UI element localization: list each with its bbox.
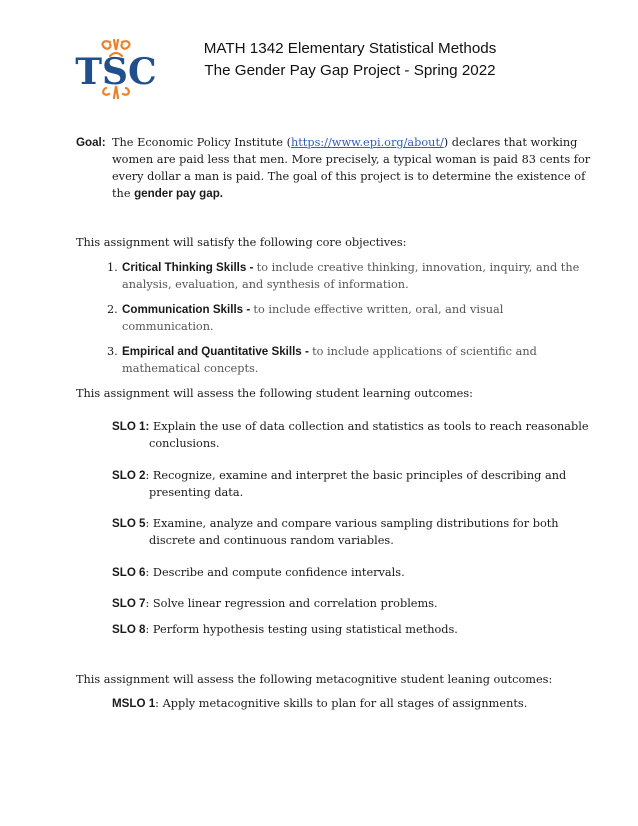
core-item-line-1: Empirical and Quantitative Skills - to include applications of scientific and <box>122 345 537 358</box>
project-title: The Gender Pay Gap Project - Spring 2022 <box>204 62 496 79</box>
gender-pay-gap-term: gender pay gap. <box>134 187 223 200</box>
core-objectives-intro: This assignment will satisfy the following core objectives: <box>76 236 407 249</box>
core-item-line-1: Communication Skills - to include effective written, oral, and visual <box>122 303 504 316</box>
mslo-item: MSLO 1: Apply metacognitive skills to plan for all stages of assignments. <box>112 697 528 710</box>
tsc-logo <box>70 36 162 100</box>
slo-item-line-2: presenting data. <box>149 486 244 499</box>
epi-link[interactable]: https://www.epi.org/about/ <box>290 136 444 149</box>
slo-item-line-1: SLO 7: Solve linear regression and correlation problems. <box>112 597 438 610</box>
slo-item-line-1: SLO 6: Describe and compute confidence intervals. <box>112 566 405 579</box>
slo-item-line-2: discrete and continuous random variables. <box>149 534 394 547</box>
slo-item-line-1: SLO 8: Perform hypothesis testing using statistical methods. <box>112 623 458 636</box>
core-item-line-2: communication. <box>122 320 214 333</box>
goal-line-3: every dollar a man is paid. The goal of this project is to determine the existence of <box>112 170 586 183</box>
mslo-intro: This assignment will assess the following metacognitive student leaning outcomes: <box>76 673 553 686</box>
slo-item-line-1: SLO 2: Recognize, examine and interpret the basic principles of describing and <box>112 469 567 482</box>
core-item-line-2: analysis, evaluation, and synthesis of information. <box>122 278 409 291</box>
goal-label: Goal: <box>76 136 106 149</box>
core-item-line-2: mathematical concepts. <box>122 362 259 375</box>
course-title: MATH 1342 Elementary Statistical Methods <box>203 40 497 57</box>
goal-line-2: women are paid less that men. More precisely, a typical woman is paid 83 cents for <box>112 153 591 166</box>
tsc-logo-graphic <box>70 36 162 100</box>
core-item-line-1: Critical Thinking Skills - to include creative thinking, innovation, inquiry, and the <box>122 261 580 274</box>
goal-line-1: The Economic Policy Institute (https://www.epi.org/about/) declares that working <box>112 136 578 149</box>
slo-item-line-1: SLO 5: Examine, analyze and compare various sampling distributions for both <box>112 517 559 530</box>
slo-intro: This assignment will assess the following student learning outcomes: <box>76 387 473 400</box>
core-item-num: 3. <box>107 345 118 358</box>
core-item-num: 1. <box>107 261 118 274</box>
logo-text: TSC <box>75 51 157 93</box>
slo-item-line-2: conclusions. <box>149 437 220 450</box>
core-item-num: 2. <box>107 303 118 316</box>
goal-line-4: the gender pay gap. <box>112 187 223 200</box>
slo-item-line-1: SLO 1: Explain the use of data collection and statistics as tools to reach reasonable <box>112 420 589 433</box>
